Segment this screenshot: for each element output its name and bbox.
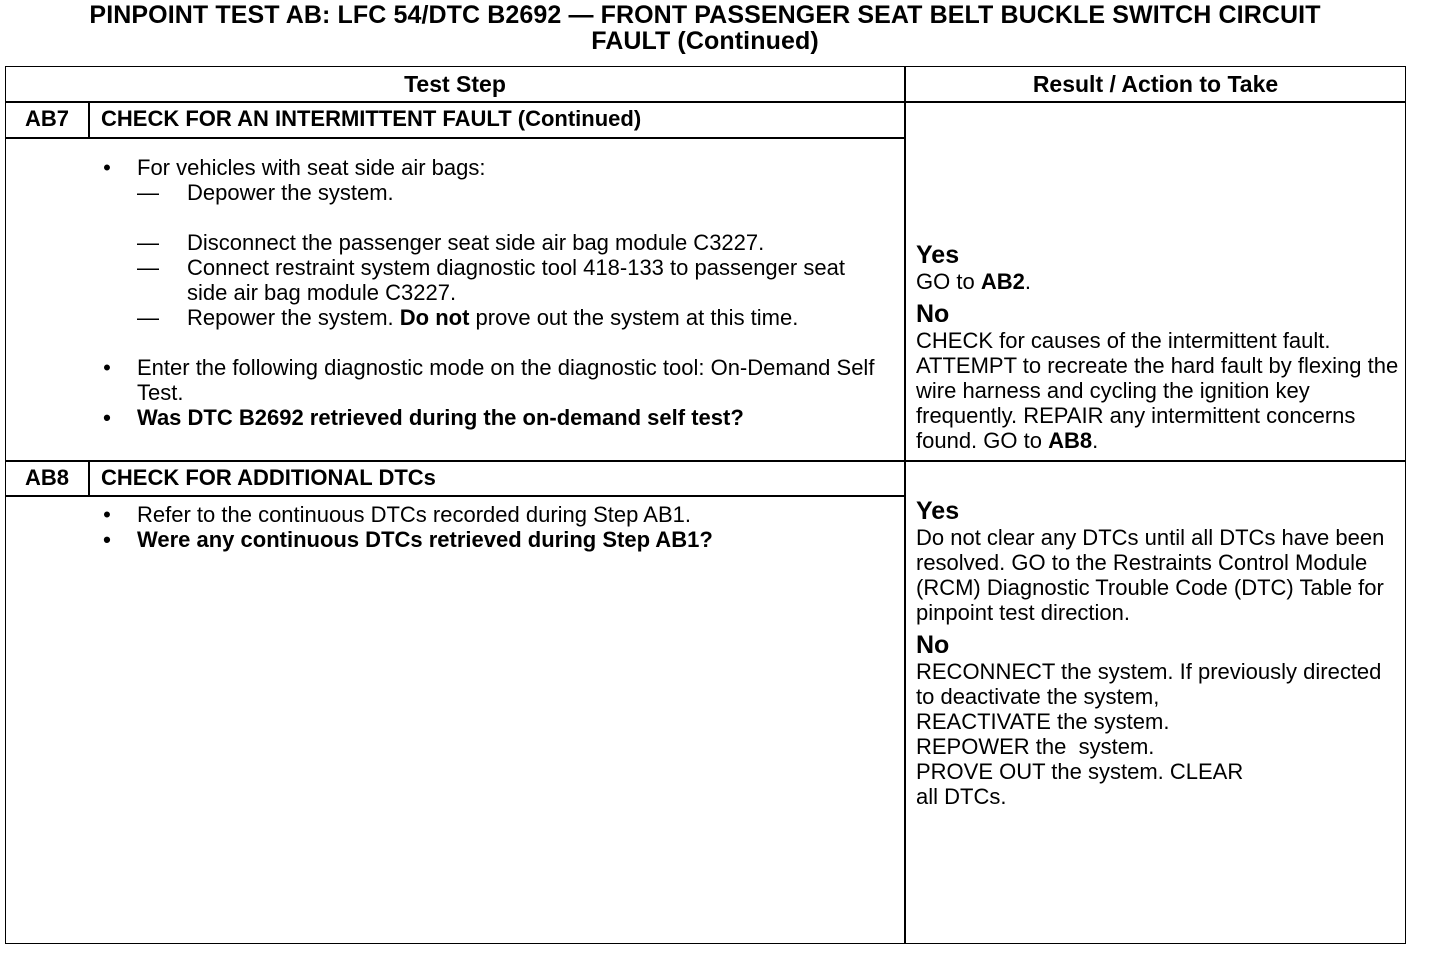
ab7-dash-4-pre: Repower the system. bbox=[187, 305, 394, 330]
step-title-ab8: CHECK FOR ADDITIONAL DTCs bbox=[101, 465, 436, 490]
step-title-ab7: CHECK FOR AN INTERMITTENT FAULT (Continued) bbox=[101, 106, 642, 131]
ab7-dash-1-text: Depower the system. bbox=[187, 180, 394, 205]
ab7-dash-4-text bbox=[187, 305, 798, 330]
column-divider bbox=[904, 67, 906, 943]
step-id-ab7: AB7 bbox=[24, 106, 69, 131]
ab7-dash-4-bold: Do not bbox=[399, 305, 470, 330]
ab7-yes-label: Yes bbox=[916, 241, 960, 269]
ab8-yes-label: Yes bbox=[916, 497, 960, 525]
result-ab8 bbox=[916, 498, 1402, 809]
bullet-icon: • bbox=[103, 355, 111, 380]
ab7-question-text: Was DTC B2692 retrieved during the on-demand self test? bbox=[137, 405, 744, 430]
dash-icon: — bbox=[137, 255, 159, 280]
list-item bbox=[100, 305, 880, 330]
list-item bbox=[100, 502, 880, 527]
list-item bbox=[100, 230, 880, 255]
ab7-no-text: CHECK for causes of the intermittent fault. ATTEMPT to recreate the hard fault by flexing the wire harness and cycling the ignition key frequently. REPAIR any intermittent concerns found. GO to bbox=[916, 328, 1399, 453]
ab7-yes-link: AB2 bbox=[980, 269, 1025, 294]
page-title-line-1: PINPOINT TEST AB: LFC 54/DTC B2692 — FRONT PASSENGER SEAT BELT BUCKLE SWITCH CIRCUIT bbox=[89, 1, 1321, 29]
list-item bbox=[100, 180, 880, 205]
ab7-title-divider bbox=[6, 137, 904, 139]
bullet-icon: • bbox=[103, 527, 111, 552]
test-step-header: Test Step bbox=[404, 71, 506, 97]
dash-icon: — bbox=[137, 305, 159, 330]
ab8-title-divider bbox=[6, 495, 904, 497]
ab7-dash-4-post: prove out the system at this time. bbox=[475, 305, 799, 330]
bullet-icon: • bbox=[103, 502, 111, 527]
ab7-no-link: AB8 bbox=[1048, 428, 1093, 453]
ab8-id-divider bbox=[88, 460, 90, 495]
ab7-yes-action bbox=[916, 269, 1402, 294]
list-item bbox=[100, 405, 880, 430]
ab7-bullet-1-text: For vehicles with seat side air bags: bbox=[137, 155, 486, 180]
ab8-no-line-1: RECONNECT the system. If previously directed to deactivate the system, bbox=[916, 659, 1382, 709]
ab7-bullet-2-text: Enter the following diagnostic mode on the diagnostic tool: On-Demand Self Test. bbox=[137, 355, 875, 405]
ab7-no-label: No bbox=[916, 300, 950, 328]
bullet-icon: • bbox=[103, 155, 111, 180]
ab8-no-line-5: all DTCs. bbox=[916, 784, 1007, 809]
dash-icon: — bbox=[137, 230, 159, 255]
step-body-ab7 bbox=[100, 155, 880, 430]
step-id-ab8: AB8 bbox=[24, 465, 69, 490]
ab7-no-post: . bbox=[1092, 428, 1099, 453]
ab8-bullet-1-text: Refer to the continuous DTCs recorded during Step AB1. bbox=[137, 502, 691, 527]
list-item bbox=[100, 527, 880, 552]
ab8-yes-action: Do not clear any DTCs until all DTCs have been resolved. GO to the Restraints Control Module (RCM) Diagnostic Trouble Code (DTC) Table for pinpoint test direction. bbox=[916, 525, 1385, 625]
ab7-no-action bbox=[916, 328, 1402, 453]
ab7-yes-post: . bbox=[1024, 269, 1031, 294]
list-item bbox=[100, 255, 880, 305]
step-body-ab8 bbox=[100, 502, 880, 552]
bullet-icon: • bbox=[103, 405, 111, 430]
ab7-dash-2-text: Disconnect the passenger seat side air bag module C3227. bbox=[187, 230, 765, 255]
result-ab7 bbox=[916, 242, 1402, 453]
ab8-no-line-2: REACTIVATE the system. bbox=[916, 709, 1170, 734]
ab7-dash-3-text: Connect restraint system diagnostic tool 418-133 to passenger seat side air bag module C3227. bbox=[187, 255, 845, 305]
ab8-no-line-4: PROVE OUT the system. CLEAR bbox=[916, 759, 1244, 784]
page-title-line-2: FAULT (Continued) bbox=[591, 27, 819, 55]
ab8-question-text: Were any continuous DTCs retrieved during Step AB1? bbox=[137, 527, 713, 552]
list-item bbox=[100, 155, 880, 180]
dash-icon: — bbox=[137, 180, 159, 205]
list-item bbox=[100, 355, 880, 405]
page-title bbox=[0, 2, 1410, 54]
ab7-yes-pre: GO to bbox=[916, 269, 975, 294]
ab8-no-label: No bbox=[916, 631, 950, 659]
result-action-header: Result / Action to Take bbox=[1032, 71, 1279, 97]
ab7-id-divider bbox=[88, 101, 90, 137]
ab8-no-line-3: REPOWER the system. bbox=[916, 734, 1155, 759]
pinpoint-test-table bbox=[5, 66, 1406, 944]
